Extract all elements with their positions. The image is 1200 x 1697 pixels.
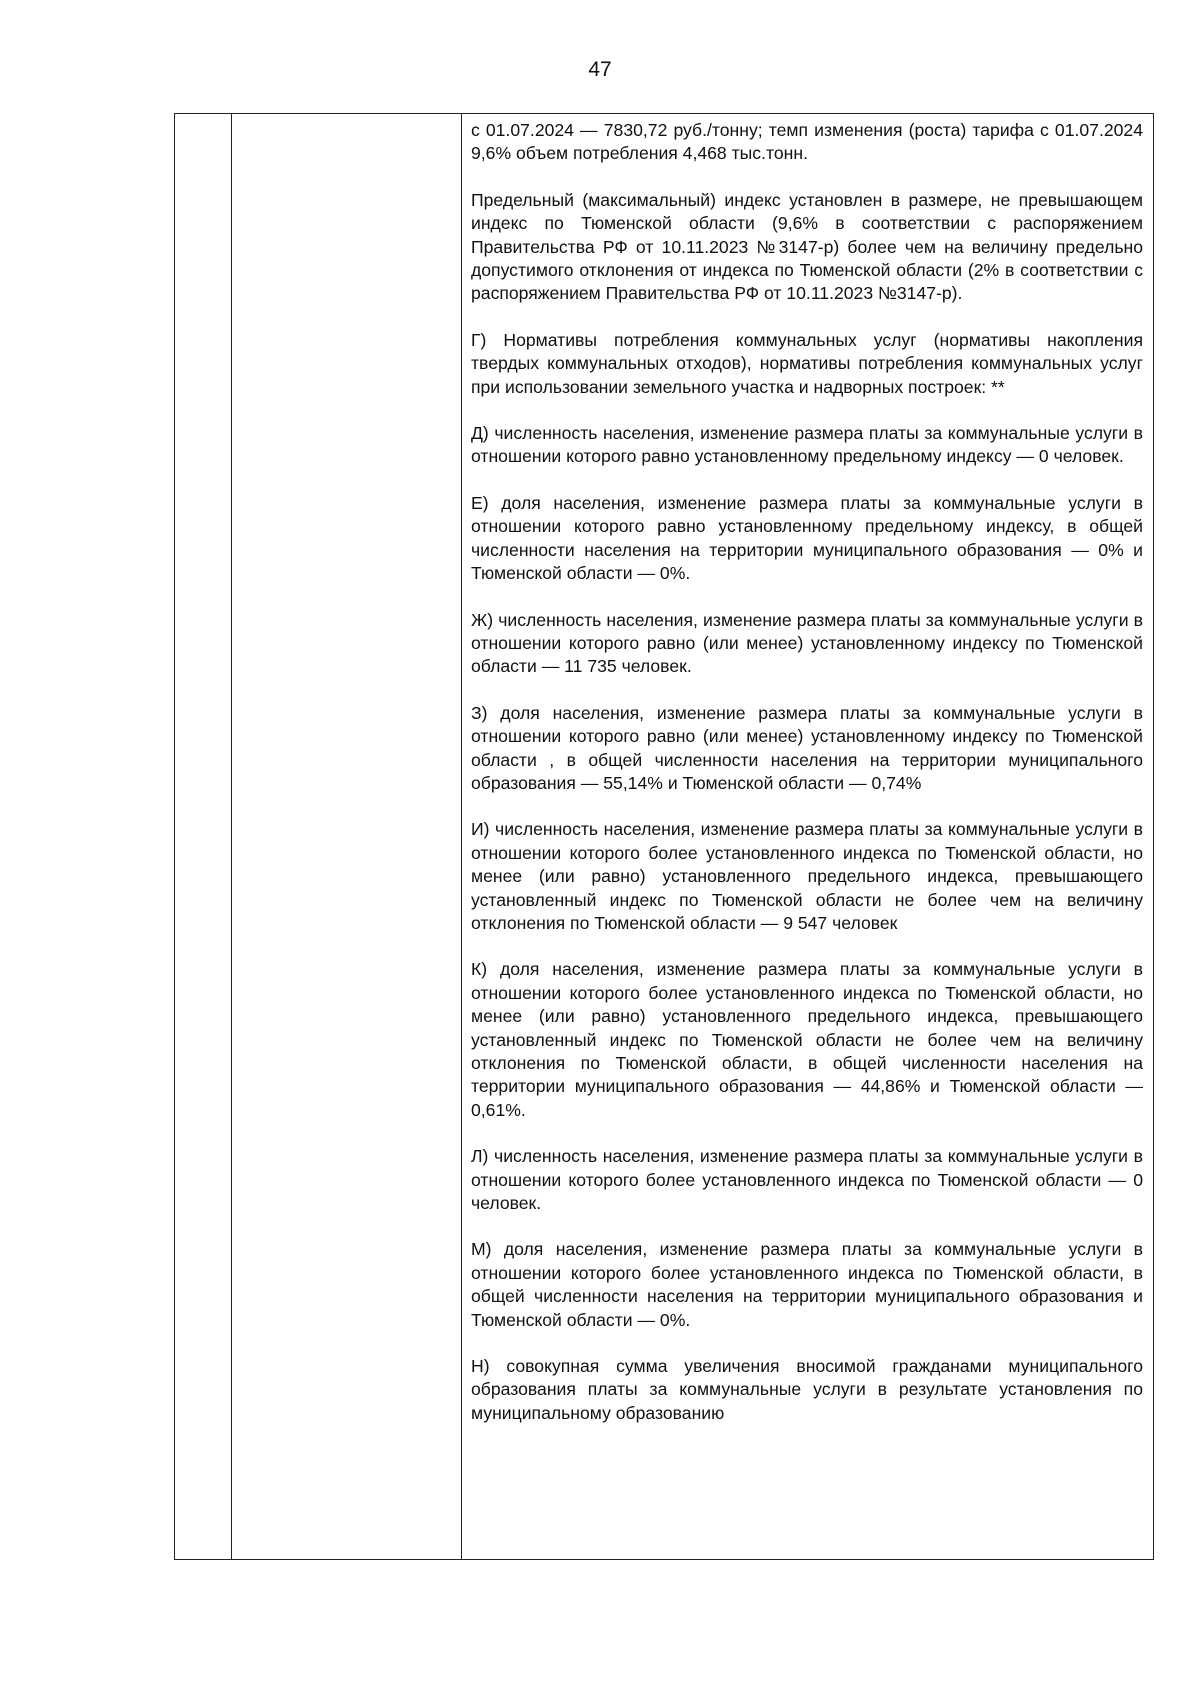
paragraph: Е) доля населения, изменение размера платы за коммунальные услуги в отношении которого равно установленному предельному индексу, в общей численности населения на территории муниципального образования — 0% и Тюменской области — 0%. bbox=[471, 492, 1143, 584]
paragraph: Предельный (максимальный) индекс установлен в размере, не превышающем индекс по Тюменской области (9,6% в соответствии с распоряжением Правительства РФ от 10.11.2023 №3147-р) более чем на величину предельно допустимого отклонения от индекса по Тюменской области (2% в соответствии с распоряжением Правительства РФ от 10.11.2023 №3147-р). bbox=[471, 189, 1143, 304]
table-cell-empty-1 bbox=[175, 114, 232, 1560]
paragraph: Ж) численность населения, изменение размера платы за коммунальные услуги в отношении которого равно (или менее) установленному индексу по Тюменской области — 11 735 человек. bbox=[471, 609, 1143, 677]
table-row bbox=[175, 114, 1154, 1560]
paragraph: Д) численность населения, изменение размера платы за коммунальные услуги в отношении которого равно установленному предельному индексу — 0 человек. bbox=[471, 423, 1143, 467]
paragraph: М) доля населения, изменение размера платы за коммунальные услуги в отношении которого более установленного индекса по Тюменской области, в общей численности населения на территории муниципального образования и Тюменской области — 0%. bbox=[471, 1239, 1143, 1330]
paragraph: Г) Нормативы потребления коммунальных услуг (нормативы накопления твердых коммунальных отходов), нормативы потребления коммунальных услуг при использовании земельного участка и надворных построек: ** bbox=[471, 329, 1143, 397]
paragraph: с 01.07.2024 — 7830,72 руб./тонну; темп изменения (роста) тарифа с 01.07.2024 9,6% объем потребления 4,468 тыс.тонн. bbox=[471, 120, 1143, 164]
content-table bbox=[174, 113, 1154, 1560]
paragraph: З) доля населения, изменение размера платы за коммунальные услуги в отношении которого равно (или менее) установленному индексу по Тюменской области , в общей численности населения на территории муниципального образования — 55,14% и Тюменской области — 0,74% bbox=[471, 702, 1143, 793]
paragraph: Л) численность населения, изменение размера платы за коммунальные услуги в отношении которого более установленного индекса по Тюменской области — 0 человек. bbox=[471, 1146, 1143, 1214]
table-cell-empty-2 bbox=[232, 114, 462, 1560]
paragraph: К) доля населения, изменение размера платы за коммунальные услуги в отношении которого более установленного индекса по Тюменской области, но менее (или равно) установленного предельного индекса, превышающего установленный индекс по Тюменской области не более чем на величину отклонения по Тюменской области, в общей численности населения на территории муниципального образования — 44,86% и Тюменской области — 0,61%. bbox=[471, 959, 1143, 1120]
paragraph: Н) совокупная сумма увеличения вносимой гражданами муниципального образования платы за коммунальные услуги в результате установления по муниципальному образованию bbox=[471, 1356, 1143, 1423]
page-number: 47 bbox=[588, 58, 612, 81]
table-cell-content bbox=[462, 114, 1154, 1560]
paragraph: И) численность населения, изменение размера платы за коммунальные услуги в отношении которого более установленного индекса по Тюменской области, но менее (или равно) установленного предельного индекса, превышающего установленный индекс по Тюменской области не более чем на величину отклонения по Тюменской области — 9 547 человек bbox=[471, 819, 1143, 933]
